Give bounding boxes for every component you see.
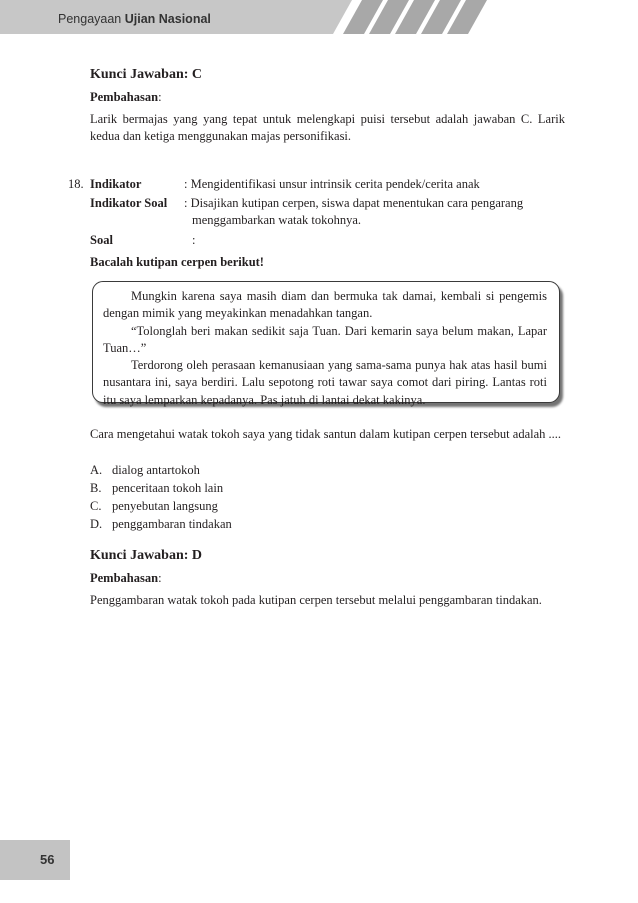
page-number-tab	[0, 840, 70, 880]
answer-key-d: Kunci Jawaban: D	[90, 548, 203, 563]
header-title: Ujian Nasional	[124, 12, 211, 26]
q18-number: 18.	[68, 177, 84, 191]
indicator-label: Indikator	[90, 177, 142, 191]
q17-pembahasan-text: Larik bermajas yang yang tepat untuk melengkapi puisi tersebut adalah jawaban C. Larik kedua dan ketiga menggunakan majas personifikasi.	[90, 112, 565, 143]
excerpt-paragraph: Terdorong oleh perasaan kemanusiaan yang sama-sama punya hak atas hasil bumi nusantara ini, saya berdiri. Lalu sepotong roti tawar saya comot dari piring. Lantas roti itu saya lemparkan kepadanya. Pas jatuh di lantai dekat kakinya.	[103, 358, 547, 407]
indicator-soal-label: Indikator Soal	[90, 196, 168, 210]
indicator-soal-value-line1: : Disajikan kutipan cerpen, siswa dapat menentukan cara pengarang	[184, 196, 524, 210]
excerpt-paragraph: Mungkin karena saya masih diam dan bermuka tak damai, kembali si pengemis dengan mimik yang meyakinkan menadahkan tangan.	[103, 289, 547, 321]
q18-pembahasan-text: Penggambaran watak tokoh pada kutipan cerpen tersebut melalui penggambaran tindakan.	[90, 593, 542, 607]
answer-key-c: Kunci Jawaban: C	[90, 67, 203, 82]
q18-answer-key	[90, 547, 565, 564]
page-number: 56	[40, 852, 55, 867]
option-b: B. penceritaan tokoh lain	[90, 481, 224, 495]
indicator-soal-value-line2: menggambarkan watak tokohnya.	[192, 213, 362, 227]
instruction: Bacalah kutipan cerpen berikut!	[90, 255, 264, 269]
q17-pembahasan-heading: Pembahasan:	[90, 90, 162, 104]
option-d: D. penggambaran tindakan	[90, 517, 232, 531]
header-prefix: Pengayaan	[58, 12, 122, 26]
option-c: C. penyebutan langsung	[90, 499, 218, 513]
excerpt-paragraph: “Tolonglah beri makan sedikit saja Tuan. Dari kemarin saya belum makan, Lapar Tuan…”	[103, 323, 547, 355]
soal-colon: :	[192, 233, 196, 247]
question-text: Cara mengetahui watak tokoh saya yang tidak santun dalam kutipan cerpen tersebut adalah ....	[90, 427, 562, 441]
q17-answer-key	[90, 66, 565, 83]
soal-label: Soal	[90, 233, 113, 247]
running-header	[58, 12, 211, 26]
q18-pembahasan-heading: Pembahasan:	[90, 571, 162, 585]
option-a: A. dialog antartokoh	[90, 463, 200, 477]
indicator-value: : Mengidentifikasi unsur intrinsik cerita pendek/cerita anak	[184, 177, 480, 191]
excerpt-box	[92, 281, 560, 407]
